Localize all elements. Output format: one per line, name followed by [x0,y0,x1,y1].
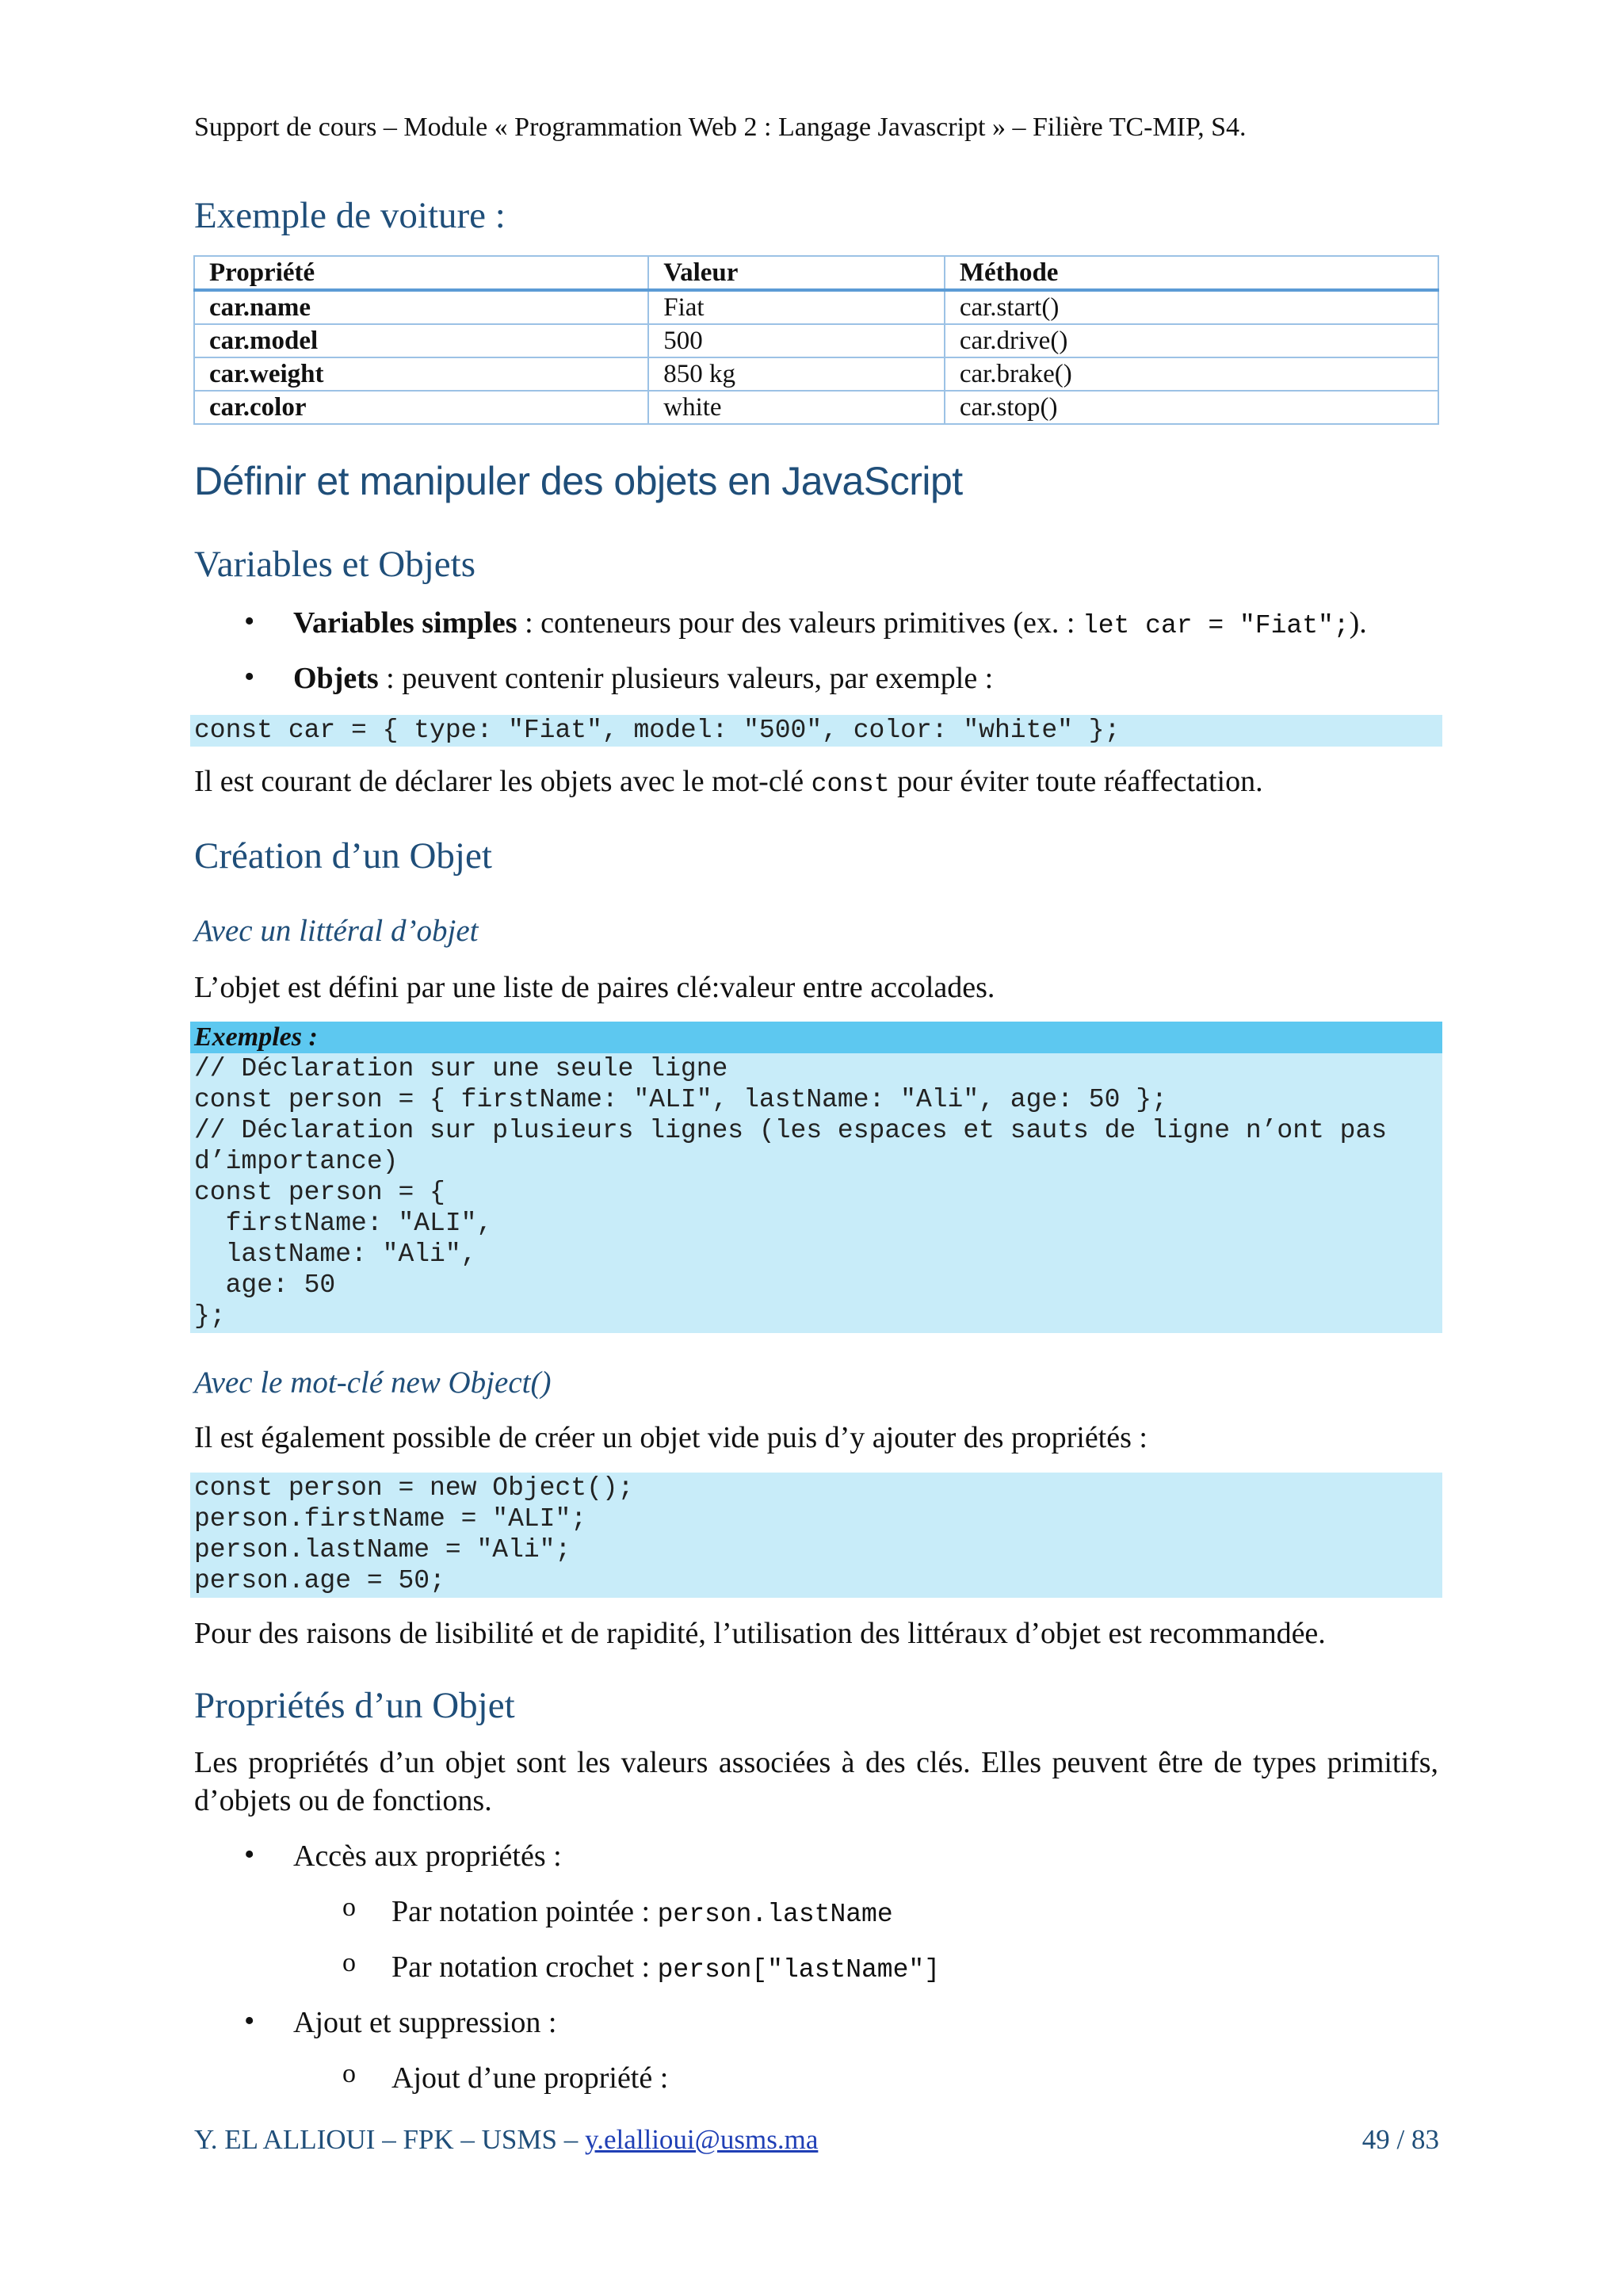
table-cell: car.color [194,391,648,424]
bullet-acces: Accès aux propriétés : [293,1839,562,1873]
sub-bullet-marker: o [342,1893,356,1922]
inline-code: person["lastName"] [657,1955,941,1985]
page-header: Support de cours – Module « Programmation Web 2 : Langage Javascript » – Filière TC-MIP, S4. [194,113,1247,142]
text: Par notation pointée : [391,1895,658,1928]
bullet-text-end: ). [1349,606,1367,640]
paragraph-recommend: Pour des raisons de lisibilité et de rapidité, l’utilisation des littéraux d’objet est recommandée. [194,1617,1326,1650]
bullet-variables-simples [293,604,1442,645]
bullet-marker: • [244,1838,255,1871]
table-cell: car.drive() [945,324,1438,357]
code-line: const person = { [194,1178,445,1207]
table-cell: car.model [194,324,648,357]
code-line: person.firstName = "ALI"; [194,1504,587,1534]
section-title-variables: Variables et Objets [194,544,476,585]
paragraph-literal: L’objet est défini par une liste de paires clé:valeur entre accolades. [194,971,995,1004]
footer-page-number: 49 / 83 [1361,2124,1439,2155]
subsection-literal: Avec un littéral d’objet [194,914,479,948]
section-title-voiture: Exemple de voiture : [194,195,506,236]
code-line: const person = new Object(); [194,1473,634,1503]
table-cell: car.stop() [945,391,1438,424]
paragraph-new-object: Il est également possible de créer un objet vide puis d’y ajouter des propriétés : [194,1421,1148,1454]
inline-code: person.lastName [657,1900,893,1929]
subsection-new-object: Avec le mot-clé new Object() [194,1366,552,1400]
table-row [194,290,1438,324]
code-line: // Déclaration sur une seule ligne [194,1054,728,1083]
examples-label: Exemples : [190,1022,1442,1053]
table-header-cell: Méthode [945,256,1438,290]
table-header-cell: Propriété [194,256,648,290]
table-cell: car.start() [945,290,1438,324]
table-header-cell: Valeur [648,256,945,290]
bullet-marker: • [244,2004,255,2038]
code-line: const person = { firstName: "ALI", lastName: "Ali", age: 50 }; [194,1085,1167,1114]
code-line: firstName: "ALI", [194,1209,493,1238]
bold-term: Variables simples [293,606,517,640]
paragraph-const [194,762,1438,804]
inline-code: const [811,770,890,799]
sub-bullet-crochet [391,1948,940,1989]
code-block-examples [190,1022,1442,1333]
sub-bullet-pointee [391,1893,893,1934]
bullet-marker: • [244,605,255,638]
table-cell: Fiat [648,290,945,324]
section-title-proprietes: Propriétés d’un Objet [194,1685,515,1726]
table-row [194,391,1438,424]
bullet-ajout: Ajout et suppression : [293,2006,557,2039]
table-cell: car.brake() [945,357,1438,391]
inline-code: let car = "Fiat"; [1082,611,1350,640]
footer-email-link[interactable]: y.elallioui@usms.ma [584,2124,819,2155]
code-line: age: 50 [194,1270,336,1300]
paragraph-proprietes: Les propriétés d’un objet sont les valeurs associées à des clés. Elles peuvent être de types primitifs, d’objets ou de fonctions. [194,1746,1438,1817]
code-line: const car = { type: "Fiat", model: "500", color: "white" }; [194,716,1121,745]
section-title-creation: Création d’un Objet [194,835,492,877]
bullet-objets [293,659,993,697]
car-table [193,255,1439,425]
bullet-text: : conteneurs pour des valeurs primitives (ex. : [517,606,1083,640]
text: Par notation crochet : [391,1950,658,1984]
table-row [194,324,1438,357]
code-line: person.lastName = "Ali"; [194,1535,571,1564]
code-line: person.age = 50; [194,1566,445,1595]
code-line: lastName: "Ali", [194,1240,477,1269]
sub-bullet-marker: o [342,2059,356,2088]
bold-term: Objets [293,662,379,695]
code-line: }; [194,1301,226,1331]
bullet-marker: • [244,660,255,693]
footer-author-text: Y. EL ALLIOUI – FPK – USMS – [194,2124,585,2155]
sub-bullet-marker: o [342,1948,356,1977]
table-row [194,357,1438,391]
text: Il est courant de déclarer les objets avec le mot-clé [194,765,812,798]
table-cell: 500 [648,324,945,357]
table-header-row [194,256,1438,290]
table-cell: white [648,391,945,424]
table-cell: car.name [194,290,648,324]
text: pour éviter toute réaffectation. [889,765,1263,798]
main-title: Définir et manipuler des objets en JavaScript [194,459,963,503]
bullet-text: : peuvent contenir plusieurs valeurs, par exemple : [378,662,994,695]
sub-bullet-ajout: Ajout d’une propriété : [391,2061,669,2095]
code-line: d’importance) [194,1147,399,1176]
code-block-new-object [190,1473,1442,1598]
footer-author [194,2124,818,2156]
code-block-car [190,715,1442,747]
table-cell: 850 kg [648,357,945,391]
code-line: // Déclaration sur plusieurs lignes (les espaces et sauts de ligne n’ont pas [194,1116,1388,1145]
table-cell: car.weight [194,357,648,391]
